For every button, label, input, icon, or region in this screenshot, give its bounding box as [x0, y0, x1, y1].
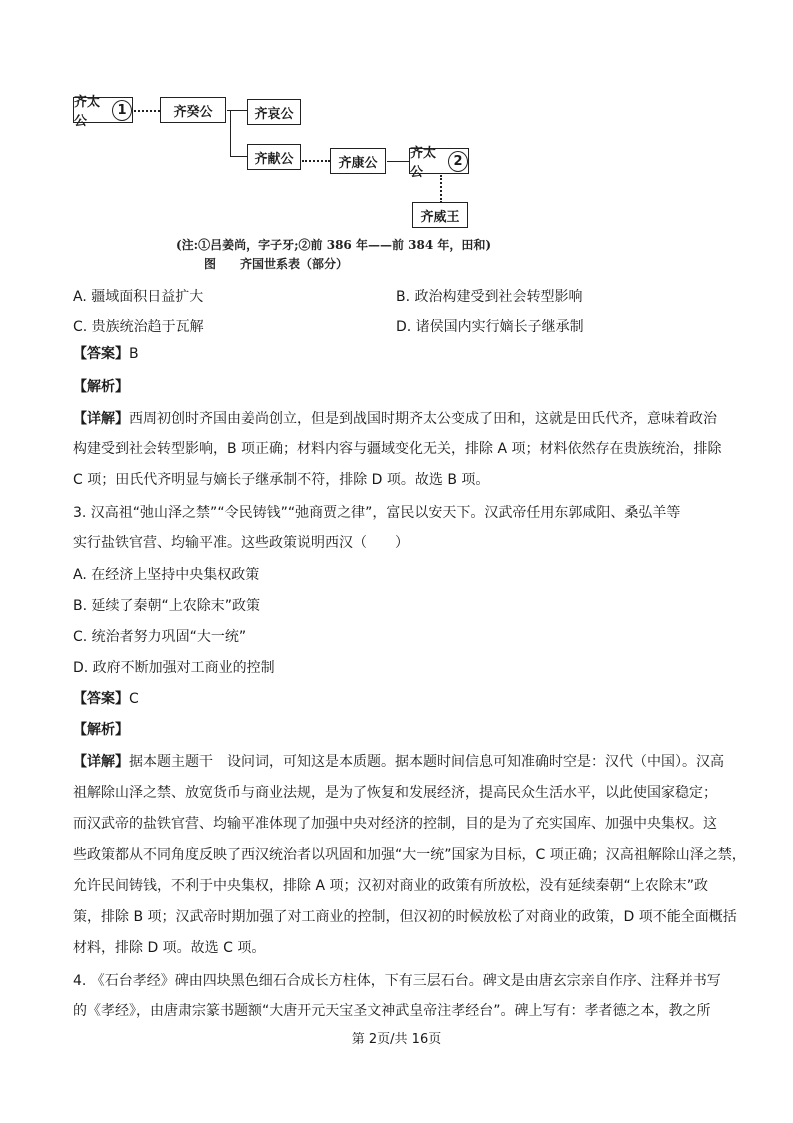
option-c: C. 贵族统治趋于瓦解 [73, 319, 204, 335]
answer-value: B [129, 346, 139, 362]
detail-line: 些政策都从不同角度反映了西汉统治者以巩固和加强“大一统”国家为目标，C 项正确；汉高祖解除山泽之禁， [73, 847, 746, 863]
dotted-connector [134, 110, 160, 112]
detail-line [73, 752, 724, 772]
option-c: C. 统治者努力巩固“大一统” [73, 629, 247, 645]
detail-line: C 项；田氏代齐明显与嫡长子继承制不符，排除 D 项。故选 B 项。 [73, 472, 490, 488]
option-a: A. 在经济上坚持中央集权政策 [73, 567, 260, 583]
detail-line: 材料，排除 D 项。故选 C 项。 [73, 940, 266, 956]
analysis-tag: 【解析】 [73, 722, 129, 738]
detail-tag: 【详解】 [73, 754, 129, 770]
circled-number-1: 1 [112, 100, 132, 121]
detail-line: 允许民间铸钱，不利于中央集权，排除 A 项；汉初对商业的政策有所放松，没有延续秦朝“上农除末”政 [73, 878, 708, 894]
detail-tag: 【详解】 [73, 411, 129, 427]
node-label: 齐康公 [338, 155, 378, 171]
option-b: B. 政治构建受到社会转型影响 [396, 289, 583, 305]
detail-line [73, 409, 717, 429]
question-stem: 4. 《石台孝经》碑由四块黑色细石合成长方柱体，下有三层石台。碑文是由唐玄宗亲自作序、注释并书写 [73, 973, 721, 989]
node-label: 齐哀公 [254, 106, 294, 122]
connector-line [230, 110, 231, 156]
diagram-note: (注:①吕姜尚，字子牙;②前 386 年——前 384 年，田和) [176, 238, 492, 252]
node-label: 齐献公 [254, 151, 294, 167]
genealogy-diagram [0, 0, 793, 280]
node-qi-kanggong [330, 148, 386, 174]
circled-number-2: 2 [448, 151, 468, 172]
question-stem: 3. 汉高祖“弛山泽之禁”“令民铸钱”“弛商贾之律”，富民以安天下。汉武帝任用东郭咸阳、桑弘羊等 [73, 505, 681, 521]
answer-tag: 【答案】 [73, 346, 129, 362]
connector-line [230, 156, 247, 157]
detail-line: 构建受到社会转型影响，B 项正确；材料内容与疆域变化无关，排除 A 项；材料依然存在贵族统治，排除 [73, 441, 722, 457]
answer-line [73, 344, 139, 364]
node-qi-weiwang [412, 202, 468, 228]
question-stem: 的《孝经》，由唐肃宗篆书题额“大唐开元天宝圣文神武皇帝注孝经台”。碑上写有：孝者德之本，教之所 [73, 1003, 711, 1019]
dotted-connector [302, 160, 330, 162]
diagram-caption: 图 齐国世系表（部分） [204, 257, 349, 271]
question-stem: 实行盐铁官营、均输平准。这些政策说明西汉（ ） [73, 535, 409, 551]
node-label: 齐太公 [410, 146, 437, 180]
detail-text: 据本题主题干 设问词，可知这是本质题。据本题时间信息可知准确时空是：汉代（中国）。汉高 [129, 754, 724, 770]
node-label: 齐威王 [420, 209, 460, 225]
detail-line: 祖解除山泽之禁、放宽货币与商业法规，是为了恢复和发展经济，提高民众生活水平，以此使国家稳定； [73, 785, 717, 801]
option-a: A. 疆域面积日益扩大 [73, 289, 204, 305]
answer-tag: 【答案】 [73, 691, 129, 707]
option-b: B. 延续了秦朝“上农除末”政策 [73, 598, 261, 614]
node-label: 齐太公 [74, 95, 101, 129]
analysis-tag: 【解析】 [73, 379, 129, 395]
node-qi-guigong [160, 97, 226, 123]
answer-value: C [129, 691, 139, 707]
answer-line [73, 689, 139, 709]
detail-line: 而汉武帝的盐铁官营、均输平准体现了加强中央对经济的控制，目的是为了充实国库、加强中央集权。这 [73, 816, 717, 832]
connector-line [387, 161, 409, 162]
node-qi-taigong-2 [409, 146, 469, 180]
detail-line: 策，排除 B 项；汉武帝时期加强了对工商业的控制，但汉初的时候放松了对商业的政策，D 项不能全面概括 [73, 909, 737, 925]
node-qi-xiangong [247, 144, 301, 170]
option-d: D. 政府不断加强对工商业的控制 [73, 660, 275, 676]
node-label: 齐癸公 [173, 104, 213, 120]
node-qi-aigong [247, 99, 301, 125]
page-footer: 第 2页/共 16页 [351, 1032, 442, 1047]
dotted-connector [440, 175, 442, 203]
node-qi-taigong-1 [73, 95, 133, 129]
option-d: D. 诸侯国内实行嫡长子继承制 [396, 319, 584, 335]
detail-text: 西周初创时齐国由姜尚创立，但是到战国时期齐太公变成了田和，这就是田氏代齐，意味着政治 [129, 411, 717, 427]
